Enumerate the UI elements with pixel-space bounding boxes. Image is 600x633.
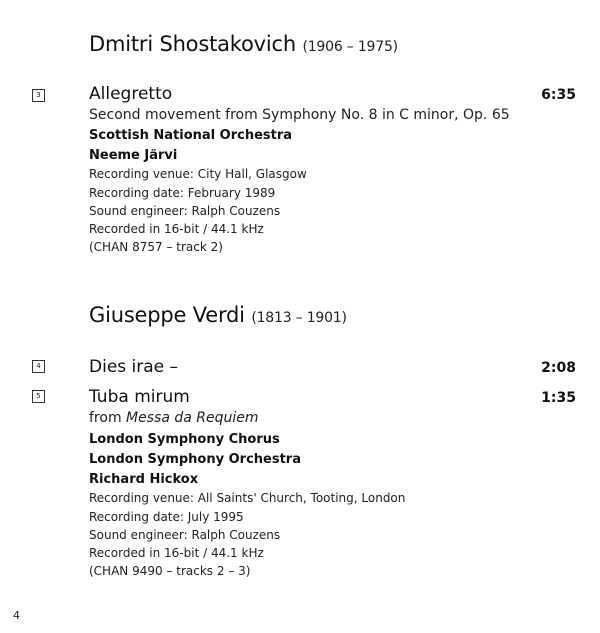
recording-venue: Recording venue: All Saints' Church, Tooting, London [89, 491, 406, 505]
performer: London Symphony Chorus [89, 432, 280, 447]
work-title: Messa da Requiem [126, 410, 259, 426]
composer-name: Dmitri Shostakovich [89, 32, 296, 56]
sound-engineer: Sound engineer: Ralph Couzens [89, 528, 281, 542]
performer: Neeme Järvi [89, 148, 178, 163]
sound-engineer: Sound engineer: Ralph Couzens [89, 204, 281, 218]
performer: London Symphony Orchestra [89, 452, 301, 467]
track-duration: 6:35 [541, 87, 576, 103]
track-title: Allegretto [89, 84, 173, 104]
recording-date: Recording date: July 1995 [89, 510, 244, 524]
composer-heading [89, 303, 347, 327]
track-duration: 2:08 [541, 360, 576, 376]
track-number-box: 3 [32, 89, 45, 102]
performer: Richard Hickox [89, 472, 199, 487]
recording-format: Recorded in 16-bit / 44.1 kHz [89, 222, 264, 236]
description-prefix: from [89, 410, 122, 426]
page-number: 4 [13, 609, 20, 622]
composer-dates: (1906 – 1975) [302, 39, 398, 55]
recording-format: Recorded in 16-bit / 44.1 kHz [89, 546, 264, 560]
track-description [89, 410, 259, 426]
track-title: Dies irae – [89, 357, 179, 377]
track-number-box: 5 [32, 390, 45, 403]
performer: Scottish National Orchestra [89, 128, 293, 143]
track-description: Second movement from Symphony No. 8 in C minor, Op. 65 [89, 107, 510, 123]
track-number-box: 4 [32, 360, 45, 373]
composer-name: Giuseppe Verdi [89, 303, 245, 327]
track-duration: 1:35 [541, 390, 576, 406]
composer-dates: (1813 – 1901) [251, 310, 347, 326]
catalogue-reference: (CHAN 9490 – tracks 2 – 3) [89, 564, 251, 578]
composer-heading [89, 32, 398, 56]
recording-venue: Recording venue: City Hall, Glasgow [89, 167, 307, 181]
recording-date: Recording date: February 1989 [89, 186, 276, 200]
catalogue-reference: (CHAN 8757 – track 2) [89, 240, 223, 254]
track-title: Tuba mirum [89, 387, 190, 407]
